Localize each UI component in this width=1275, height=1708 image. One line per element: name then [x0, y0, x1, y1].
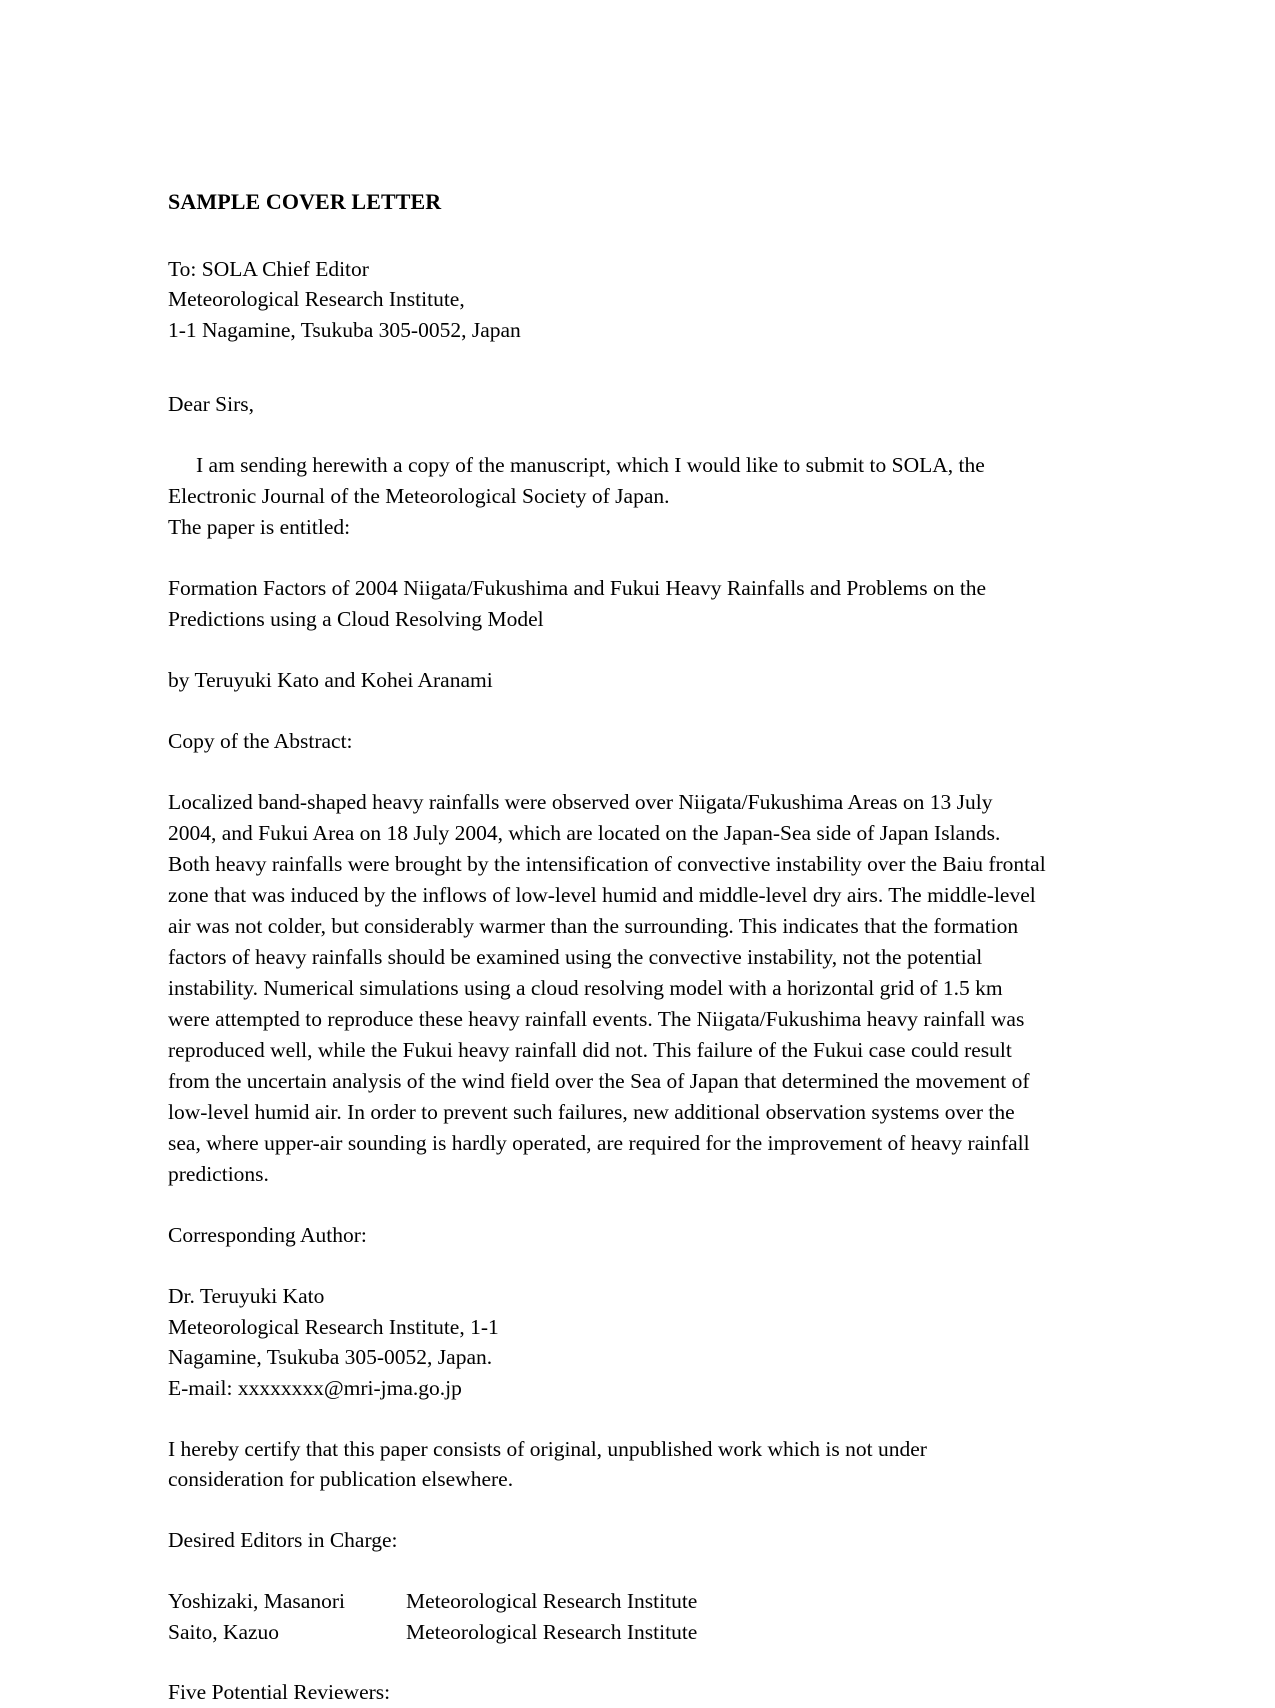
spacer — [168, 420, 1046, 450]
spacer — [168, 1251, 1046, 1281]
author-name: Dr. Teruyuki Kato — [168, 1284, 325, 1309]
spacer — [168, 635, 1046, 665]
abstract-text: Localized band-shaped heavy rainfalls were observed over Niigata/Fukushima Areas on 13 July 2004, and Fukui Area on 18 July 2004, which are located on the Japan-Sea side of Japan Islands. Both heavy rainfalls were brought by the intensification of convective instability over the Baiu frontal zone that was induced by the inflows of low-level humid and middle-level dry airs. The middle-level air was not colder, but considerably warmer than the surrounding. This indicates that the formation factors of heavy rainfalls should be examined using the convective instability, not the potential instability. Numerical simulations using a cloud resolving model with a horizontal grid of 1.5 km were attempted to reproduce these heavy rainfall events. The Niigata/Fukushima heavy rainfall was reproduced well, while the Fukui heavy rainfall did not. This failure of the Fukui case could result from the uncertain analysis of the wind field over the Sea of Japan that determined the movement of low-level humid air. In order to prevent such failures, new additional observation systems over the sea, where upper-air sounding is hardly operated, are required for the improvement of heavy rainfall predictions. — [168, 789, 1046, 1187]
certification-statement: I hereby certify that this paper consists of original, unpublished work which is not under consideration for publication elsewhere. — [168, 1436, 927, 1492]
reviewers-heading: Five Potential Reviewers: — [168, 1680, 391, 1705]
spacer — [168, 1190, 1046, 1220]
spacer — [168, 757, 1046, 787]
spacer — [168, 543, 1046, 573]
author-email: E-mail: xxxxxxxx@mri-jma.go.jp — [168, 1375, 462, 1400]
author-affiliation: Meteorological Research Institute, 1-1 — [168, 1314, 499, 1339]
spacer — [168, 1647, 1046, 1677]
document-content — [168, 188, 1046, 1708]
recipient-line-3: 1-1 Nagamine, Tsukuba 305-0052, Japan — [168, 317, 521, 342]
editor-name: Yoshizaki, Masanori — [168, 1589, 345, 1614]
table-row — [168, 1586, 697, 1617]
byline: by Teruyuki Kato and Kohei Aranami — [168, 667, 493, 692]
salutation: Dear Sirs, — [168, 392, 254, 417]
spacer — [168, 1495, 1046, 1525]
editors-table — [168, 1586, 697, 1647]
spacer — [168, 345, 1046, 389]
table-row — [168, 1617, 697, 1648]
spacer — [168, 696, 1046, 726]
editor-name: Saito, Kazuo — [168, 1619, 280, 1644]
author-address: Nagamine, Tsukuba 305-0052, Japan. — [168, 1345, 493, 1370]
editor-affiliation: Meteorological Research Institute — [406, 1589, 698, 1614]
recipient-line-1: To: SOLA Chief Editor — [168, 256, 369, 281]
intro-paragraph: I am sending herewith a copy of the manuscript, which I would like to submit to SOLA, the Electronic Journal of the Meteorological Society of Japan. — [168, 453, 985, 508]
recipient-address-block — [168, 254, 1046, 346]
corresponding-author-block — [168, 1281, 1046, 1403]
paper-title: Formation Factors of 2004 Niigata/Fukushima and Fukui Heavy Rainfalls and Problems on the Predictions using a Cloud Resolving Model — [168, 575, 987, 631]
recipient-line-2: Meteorological Research Institute, — [168, 287, 465, 312]
editors-heading: Desired Editors in Charge: — [168, 1528, 398, 1553]
corresponding-author-heading: Corresponding Author: — [168, 1223, 367, 1248]
page-title: SAMPLE COVER LETTER — [168, 189, 442, 214]
spacer — [168, 1404, 1046, 1434]
spacer — [168, 1556, 1046, 1586]
editors-table-body — [168, 1586, 697, 1647]
editor-affiliation: Meteorological Research Institute — [406, 1619, 698, 1644]
abstract-heading: Copy of the Abstract: — [168, 728, 353, 753]
entitled-line: The paper is entitled: — [168, 514, 351, 539]
